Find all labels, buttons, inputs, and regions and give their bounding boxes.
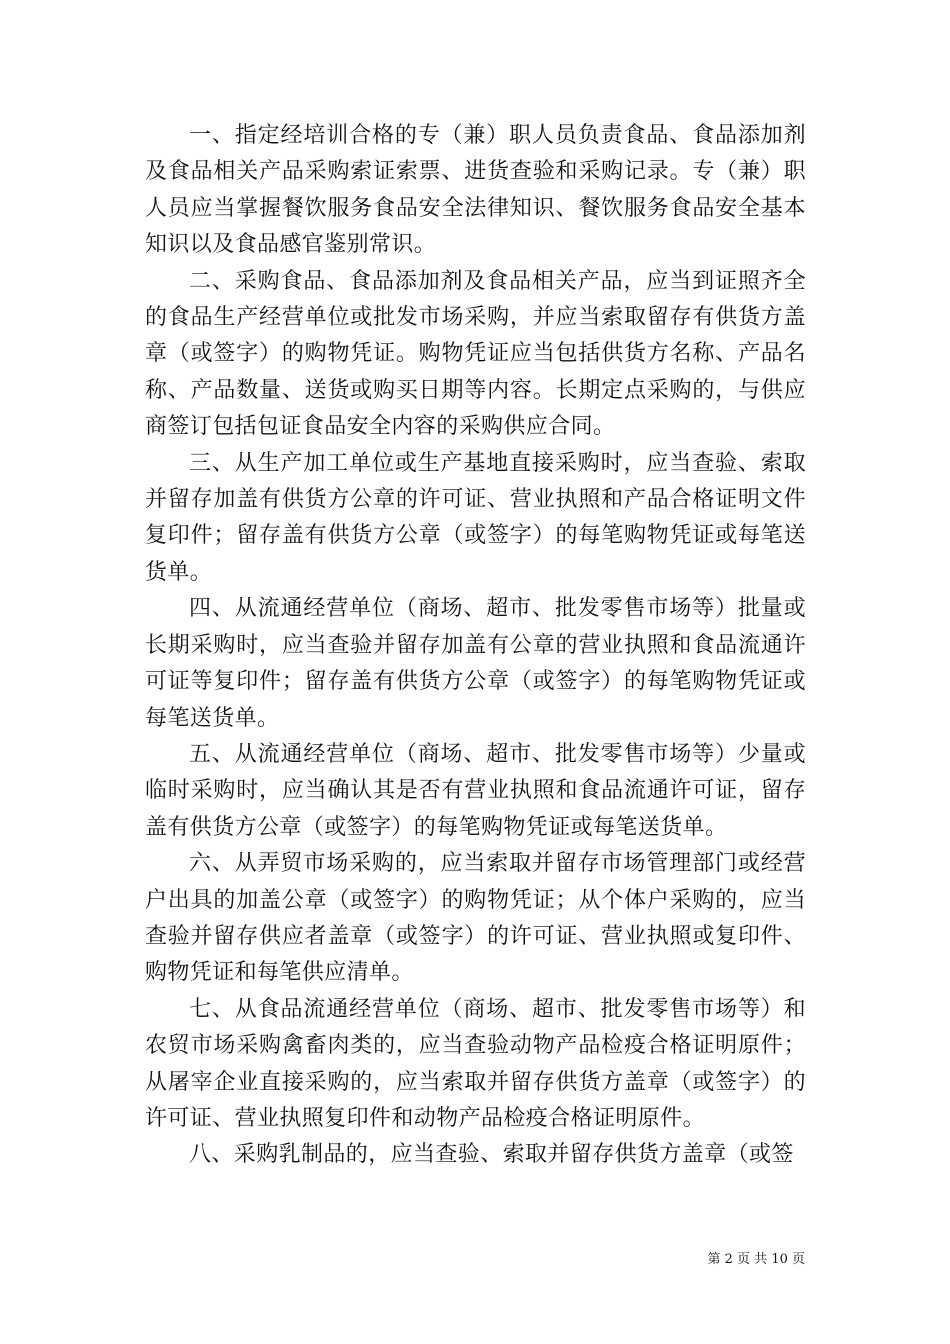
paragraph-7: 七、从食品流通经营单位（商场、超市、批发零售市场等）和农贸市场采购禽畜肉类的，应当查验动物产品检疫合格证明原件；从屠宰企业直接采购的，应当索取并留存供货方盖章（或签字）的许可证、营业执照复印件和动物产品检疫合格证明原件。 xyxy=(145,996,806,1131)
page-number-footer: 第 2 页 共 10 页 xyxy=(707,1252,805,1267)
paragraph-5: 五、从流通经营单位（商场、超市、批发零售市场等）少量或临时采购时，应当确认其是否有营业执照和食品流通许可证，留存盖有供货方公章（或签字）的每笔购物凭证或每笔送货单。 xyxy=(145,741,806,840)
paragraph-6: 六、从弄贸市场采购的，应当索取并留存市场管理部门或经营户出具的加盖公章（或签字）的购物凭证；从个体户采购的，应当查验并留存供应者盖章（或签字）的许可证、营业执照或复印件、购物凭证和每笔供应清单。 xyxy=(145,851,806,986)
paragraph-3: 三、从生产加工单位或生产基地直接采购时，应当查验、索取并留存加盖有供货方公章的许可证、营业执照和产品合格证明文件复印件；留存盖有供货方公章（或签字）的每笔购物凭证或每笔送货单。 xyxy=(145,450,806,585)
document-body xyxy=(145,118,806,1174)
paragraph-1: 一、指定经培训合格的专（兼）职人员负责食品、食品添加剂及食品相关产品采购索证索票、进货查验和采购记录。专（兼）职人员应当掌握餐饮服务食品安全法律知识、餐饮服务食品安全基本知识以及食品感官鉴别常识。 xyxy=(145,123,806,258)
paragraph-4: 四、从流通经营单位（商场、超市、批发零售市场等）批量或长期采购时，应当查验并留存加盖有公章的营业执照和食品流通许可证等复印件；留存盖有供货方公章（或签字）的每笔购物凭证或每笔送货单。 xyxy=(145,596,806,731)
paragraph-2: 二、采购食品、食品添加剂及食品相关产品，应当到证照齐全的食品生产经营单位或批发市场采购，并应当索取留存有供货方盖章（或签字）的购物凭证。购物凭证应当包括供货方名称、产品名称、产品数量、送货或购买日期等内容。长期定点采购的，与供应商签订包括包证食品安全内容的采购供应合同。 xyxy=(145,268,806,440)
paragraph-8: 八、采购乳制品的，应当查验、索取并留存供货方盖章（或签 xyxy=(189,1142,794,1168)
